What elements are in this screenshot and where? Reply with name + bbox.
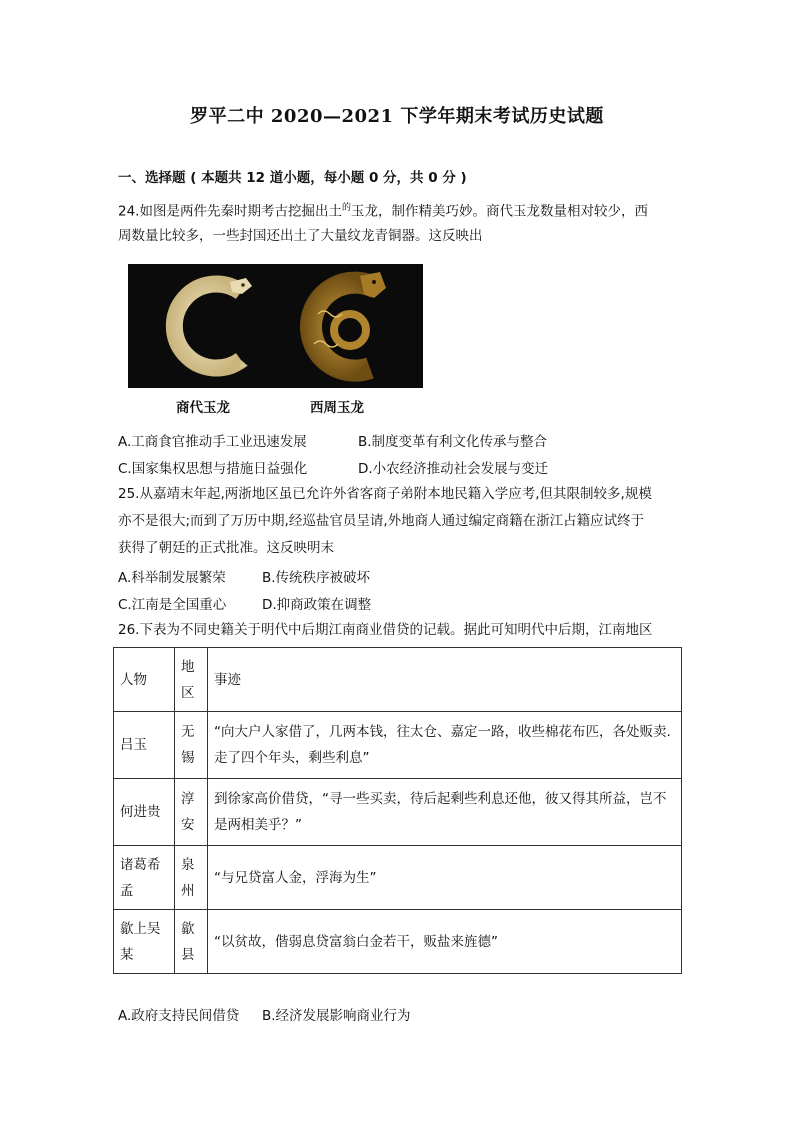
header-person: 人物 bbox=[114, 648, 175, 712]
q24-superscript: 的 bbox=[341, 203, 351, 213]
merchant-lending-table bbox=[113, 647, 682, 974]
q25-option-d[interactable]: D.抑商政策在调整 bbox=[262, 597, 372, 613]
row-deeds: “与兄贷富人金，浮海为生” bbox=[208, 846, 682, 910]
row-region: 泉州 bbox=[175, 846, 208, 910]
shang-jade-dragon-image bbox=[174, 278, 252, 368]
header-deeds: 事迹 bbox=[208, 648, 682, 712]
q24-option-b[interactable]: B.制度变革有利文化传承与整合 bbox=[358, 434, 548, 450]
row-deeds: “向大户人家借了，几两本钱，往太仓、嘉定一路，收些棉花布匹，各处贩卖. 走了四个年头，剩些利息” bbox=[208, 712, 682, 779]
q24-option-d[interactable]: D.小农经济推动社会发展与变迁 bbox=[358, 461, 549, 477]
q24-stem-line1: 24.如图是两件先秦时期考古挖掘出土$^的$玉龙，制作精美巧妙。商代玉龙数量相对较少，西 bbox=[118, 203, 648, 220]
q25-option-b[interactable]: B.传统秩序被破坏 bbox=[262, 570, 371, 586]
q25-option-a[interactable]: A.科举制发展繁荣 bbox=[118, 570, 226, 586]
q26-option-a[interactable]: A.政府支持民间借贷 bbox=[118, 1008, 240, 1024]
caption-shang-jade-dragon: 商代玉龙 bbox=[176, 400, 230, 416]
q25-option-c[interactable]: C.江南是全国重心 bbox=[118, 597, 227, 613]
row-deeds: “以贫故，偕弱息贷富翁白金若干，贩盐来旌德” bbox=[208, 910, 682, 974]
caption-zhou-jade-dragon: 西周玉龙 bbox=[310, 400, 364, 416]
q24-option-a[interactable]: A.工商食官推动手工业迅速发展 bbox=[118, 434, 307, 450]
table-row bbox=[114, 910, 682, 974]
q26-stem: 26.下表为不同史籍关于明代中后期江南商业借贷的记载。据此可知明代中后期，江南地区 bbox=[118, 622, 653, 638]
q25-stem-line3: 获得了朝廷的正式批准。这反映明末 bbox=[118, 540, 334, 556]
jade-dragons-photo bbox=[128, 264, 423, 388]
q24-stem-line2: 周数量比较多，一些封国还出土了大量纹龙青铜器。这反映出 bbox=[118, 228, 483, 244]
row-deeds: 到徐家高价借贷，“寻一些买卖，待后起剩些利息还他，彼又得其所益，岂不是两相美乎？” bbox=[208, 779, 682, 846]
section-heading: 一、选择题 ( 本题共 12 道小题，每小题 0 分，共 0 分 ) bbox=[118, 170, 467, 186]
row-person: 歙上吴某 bbox=[114, 910, 175, 974]
table-row bbox=[114, 846, 682, 910]
row-region: 淳安 bbox=[175, 779, 208, 846]
q25-stem-line1: 25.从嘉靖末年起,两浙地区虽已允许外省客商子弟附本地民籍入学应考,但其限制较多,规模 bbox=[118, 486, 652, 502]
q26-option-b[interactable]: B.经济发展影响商业行为 bbox=[262, 1008, 411, 1024]
q24-option-c[interactable]: C.国家集权思想与措施日益强化 bbox=[118, 461, 308, 477]
header-region: 地区 bbox=[175, 648, 208, 712]
q25-stem-line2: 亦不是很大;而到了万历中期,经巡盐官员呈请,外地商人通过编定商籍在浙江占籍应试终于 bbox=[118, 513, 645, 529]
row-person: 诸葛希孟 bbox=[114, 846, 175, 910]
row-person: 吕玉 bbox=[114, 712, 175, 779]
table-header-row bbox=[114, 648, 682, 712]
row-region: 无锡 bbox=[175, 712, 208, 779]
page-title: 罗平二中 2020—2021 下学年期末考试历史试题 bbox=[190, 106, 604, 127]
western-zhou-jade-dragon-image bbox=[311, 272, 386, 371]
table-row bbox=[114, 712, 682, 779]
row-person: 何进贵 bbox=[114, 779, 175, 846]
row-region: 歙县 bbox=[175, 910, 208, 974]
table-row bbox=[114, 779, 682, 846]
